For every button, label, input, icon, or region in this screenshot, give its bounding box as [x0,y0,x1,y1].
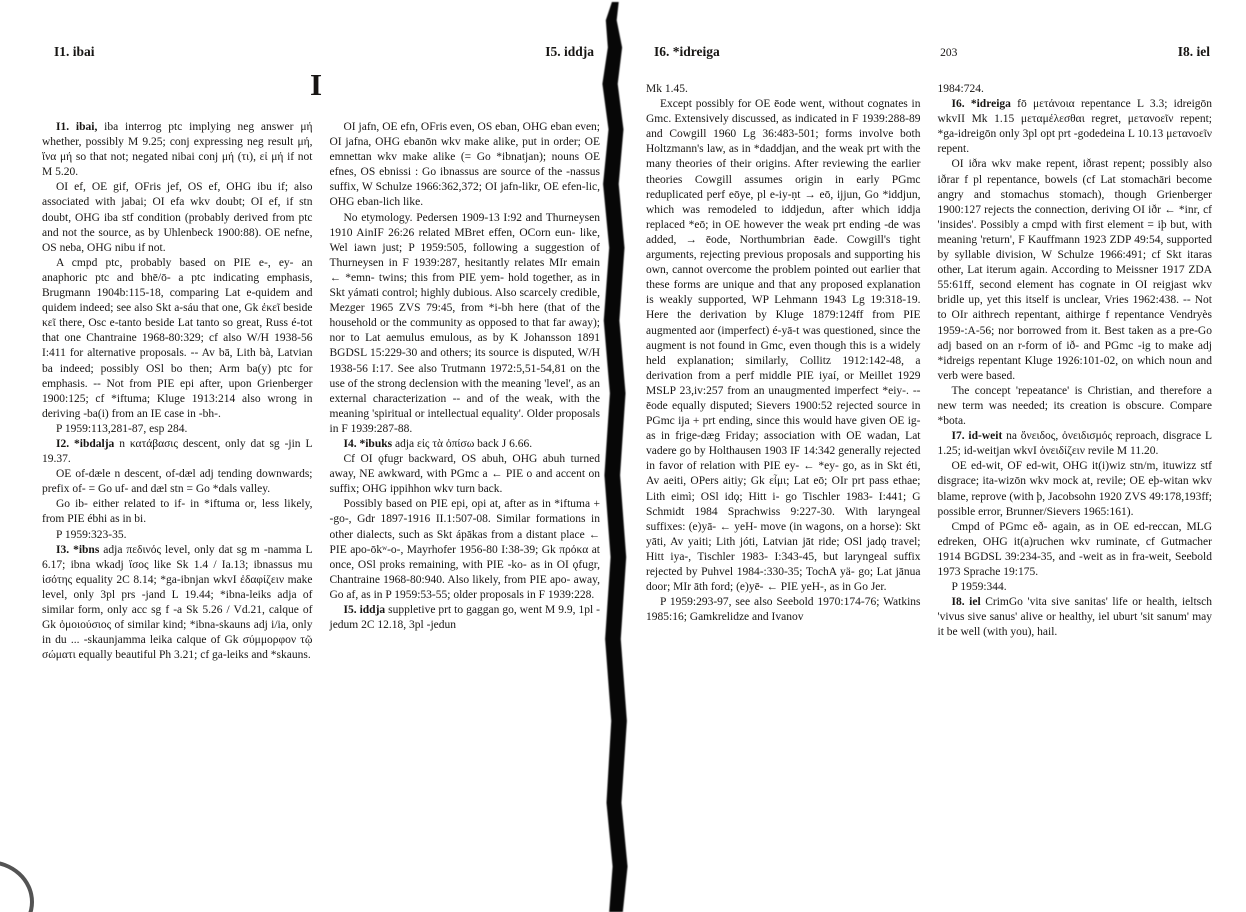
entry-headword: I3. *ibns [56,543,100,556]
paragraph-text: Cf OI ǫfugr backward, OS abuh, OHG abuh turned away, NE awkward, with PGmc a ← PIE o and accent on suffix; OHG ippihhon wkv turn back. [329,453,600,496]
paragraph-text: n κατάβασις descent, only dat sg -jin L 19.37. [42,437,313,466]
entry-paragraph [330,603,601,633]
paragraph-text: Mk 1.45. [646,83,688,95]
paragraph-text: Possibly based on PIE epi, opi at, after as in *iftuma + -go-, Gdr 1897-1916 II.1:507-08. Similar formations in other dialects, such as Skt ápākas from a distant place ← PIE apo-ōkʷ-o-, Mayrhofer 1956-80 I:38-39; Gk πρόκα at once, OSl proks remaining, with PIE -ko- as in OI ǫfugr, Chantraine 1968-80:940. Also likely, from PIE apo- away, Go af, as in P 1959:53-55; older proposals in F 1939:228. [329,498,600,601]
paragraph-text: OI iðra wkv make repent, iðrast repent; possibly also iðrar f pl repentance, bowels (cf Lat stomachāri become angry and stomachus stomach), though Grienberger 1900:127 rejects the connection, deriving OI iðr ← *inr, cf 'insides'. Possibly a cmpd with first element = iþ but, with meaning 'return', F Kauffmann 1923 ZDP 49:54, supported by syllable division, W Schulze 1966:491; cf Skt itaras other, Lat iterum again. According to Meissner 1917 ZDA 55:61ff, second element has cognate in OI reigjast wkv bridle up, yet this itself is unclear, Vries 1962:438. -- Not to OIr aithrech repentant, aithirge f repentance Vendryès 1959-:A-56; nor borrowed from it. Best taken as a pre-Go adj based on an r-form of ið- and PGmc -ig to make adj *idreigs repentant Kluge 1926:101-02, on which noun and verb were based. [937,158,1212,382]
running-head-first-entry: I1. ibai [54,44,95,59]
left-page-columns [32,120,600,663]
entry-headword: I5. iddja [343,604,386,616]
paragraph-text: 1984:724. [937,83,984,95]
paragraph-text: CrimGo 'vita sive sanitas' life or health, ieltsch 'vivus sive sanus' alive or healthy, iel uburt 'sit sanum' may it be well (with you), hail. [937,596,1212,639]
paragraph-text: OE of-dæle n descent, of-dæl adj tending downwards; prefix of- = Go uf- and dæl stn = Go *dals valley. [42,468,313,496]
paragraph-text: adja εἰς τὰ ὀπίσω back J 6.66. [392,437,533,450]
left-page-running-head [32,0,600,60]
paragraph-text: OE ed-wit, OF ed-wit, OHG it(i)wiz stn/m, ituwizz stf disgrace; ita-wizōn wkv mock at, revile; OE eþ-witan wkv blame, reprove (with þ, Jacobsohn 1920 ZVS 49:178,193ff; possible error, Brunner/Sievers 1965:161). [937,460,1212,518]
left-page-column-2 [330,120,601,663]
paragraph-text: na ὄνειδος, ὀνειδισμός reproach, disgrace L 1.25; id-weitjan wkvI ὀνειδίζειν revile M 11.20. [937,430,1212,458]
entry-headword: I6. *idreiga [951,98,1011,111]
entry-paragraph [938,97,1213,157]
right-page-running-head [646,0,1212,60]
paragraph [42,467,313,497]
paragraph-text: OI jafn, OE efn, OFris even, OS eban, OHG eban even; OI jafna, OHG ebanōn wkv make alike, put in order; OE emnettan wkv make alike (= Go *ibnatjan); nouns OE efnes, OS ebnissi : Go ibnassus are source of the -nassus suffix, W Schulze 1966:362,372; OI jafn-likr, OE efen-lic, OHG eban-lich like. [329,121,600,209]
paragraph-text: P 1959:113,281-87, esp 284. [56,422,188,435]
paragraph-text: OI ef, OE gif, OFris jef, OS ef, OHG ibu if; also associated with jabai; OI efa wkv doubt; OI ef, if stn doubt, OHG iba stf condition (probably derived from ptc and not the source, as by Uhlenbeck 1900:88). OE nefne, OS neba, OHG nibu if not. [42,181,313,254]
paragraph-text: P 1959:323-35. [56,528,127,541]
section-letter: I [309,67,323,102]
paragraph-text: No etymology. Pedersen 1909-13 I:92 and Thurneysen 1910 AinIF 26:26 related MBret effen, OCorn eun- like, Wel iawn just; P 1959:505, following a suggestion of Thurneysen in F 1939:287, hesitantly relates MIr emain ← *emn- twins; this from PIE yem- hold together, as in Skt yámati control; highly dubious. Also scarcely credible, Mezger 1965 ZVS 79:45, from *i-bh here (that of the household or the community as opposed to that far away); nor to Lat aemulus emulous, as by K Johansson 1891 BGDSL 15:229-30 and others; its source is disputed, W/H 1938-56 I:17. See also Trutmann 1972:5,51-54,81 on the use of the strong declension with the meaning 'level', as an external characterization -- and of the weak, with the meaning 'spiritual or intellectual equality'. Older proposals in F 1939:287-88. [329,211,600,435]
gutter-shadow [599,2,633,912]
page-number: 203 [940,47,958,59]
paragraph-text: Except possibly for OE ēode went, without cognates in Gmc. Extensively discussed, as indicated in F 1939:288-89 and Cowgill 1960 Lg 36:483-501; forms involve both Holtzmann's law, as in *daddjan, and the weak prt with the many theories of their origins. After reviewing the earlier theories Cowgill assumes origin in early PGmc reduplicated perf eōye, pl e-iy-ṇt → eō, ijjun, Go *iddjun, which was remodeled to iddjedun, after which iddja replaced *eō; in OE however the weak prt ending -de was added, → ēode, Northumbrian ēade. Cowgill's tight arguments, rejecting previous proposals and supporting his own, cannot overcome the problem pointed out earlier that these forms are unique and that any proposed explanation is weakly supported, WP Lehmann 1943 Lg 19:318-19. Here the derivation by Kluge 1879:124ff from PIE augmented aor (imperfect) é-yā-t was questioned, since the augment is not found in Gmc, even though this is a widely held explanation; similarly, Collitz 1912:142-48, a derivation from a perf middle PIE iyaí, or Meillet 1929 MSLP 23,iv:257 from an unaugmented imperfect *eiy-. -- ēode equally disputed; Sievers 1900:52 rejected source in PGmc ija + prt ending, since this would have given OE ig- as in frige-dæg Friday; association with OE wadan, Lat vadere go by Holthausen 1903 IF 14:342 generally rejected in favor of relation with PIE ey- ← *ey- go, as in Skt éti, Av aeiti, OPers aitiy; Gk εἶμι; Lat eō; OIr prt pass ethae; Lith eimì; OSl idǫ; Hitt i- go Tischler 1983- I:441; G Schmidt 1984 Sprachwiss 9:227-30. With laryngeal suffixes: (e)yā- ← yeH- move (in wagons, on a horse): Skt yāti, Av yaiti; Lith jóti, Latvian jāt ride; OSl jadǫ travel; Hitt iya-, Tischler 1983- I:343-45, but laryngeal suffix rejected by Puhvel 1984-:330-35; TochA yä- go; Lat jānua door; MIr āth ford; (e)yē- ← PIE yeH-, as in Go Jer. [646,98,921,594]
right-page [646,0,1212,640]
entry-paragraph [42,543,313,664]
page-curl-shadow [0,860,34,912]
paragraph [938,520,1213,580]
paragraph-text: The concept 'repeatance' is Christian, and therefore a new term was needed; its creation is obscure. Compare *bota. [937,384,1212,428]
running-head-first-entry: I6. *idreiga [654,44,720,59]
paragraph-text: P 1959:344. [951,581,1007,594]
entry-paragraph [938,429,1213,459]
paragraph [938,384,1213,429]
paragraph [330,452,601,497]
paragraph-text: Go ib- either related to if- in *iftuma or, less likely, from PIE ébhi as in bi. [42,498,313,526]
paragraph [42,422,313,437]
paragraph [938,82,1213,97]
left-page [32,0,600,663]
paragraph [330,497,601,603]
paragraph [938,459,1213,519]
paragraph [330,120,601,211]
paragraph-text: suppletive prt to gaggan go, went M 9.9, 1pl -jedum 2C 12.18, 3pl -jedun [329,604,600,632]
left-page-column-1 [42,120,313,663]
entry-headword: I4. *ibuks [343,437,393,450]
paragraph [330,211,601,437]
paragraph [646,82,921,97]
entry-headword: I2. *ibdalja [56,437,115,450]
entry-headword: I8. iel [951,596,981,609]
paragraph [646,97,921,595]
right-page-columns [646,82,1212,640]
running-head-last-entry: I5. iddja [545,44,594,59]
entry-paragraph [938,595,1213,640]
paragraph-text: P 1959:293-97, see also Seebold 1970:174-76; Watkins 1985:16; Gamkrelidze and Ivanov [646,596,921,624]
paragraph [42,497,313,527]
paragraph [42,180,313,255]
paragraph [938,580,1213,595]
entry-headword: I7. id-weit [951,430,1003,443]
book-gutter [596,0,636,912]
entry-paragraph [42,120,313,180]
entry-headword: I1. ibai, [56,121,98,133]
paragraph-text: A cmpd ptc, probably based on PIE e-, ey- an anaphoric ptc and bhē/ō- a ptc indicating emphasis, Brugmann 1904b:115-18, comparing Lat e-quidem and quidem indeed; see also Skt a-sáu that one, Gk ἐκεῖ beside κεῖ there, Osc e-tanto beside Lat tanto so great, Russ é-tot that one Chantraine 1968-80:329; cf also W/H 1938-56 I:411 for alternative proposals. -- Av bā, Lith bà, Latvian ba indeed; possibly OSl bo then; Arm ba(y) ptc for emphasis. -- Not from PIE epi after, upon Grienberger 1900:125; cf *iftuma; Kluge 1913:214 also wrong in deriving -ba(i) from an IE case in -bh-. [42,256,313,420]
entry-paragraph [42,437,313,467]
paragraph-text: iba interrog ptc implying neg answer μή whether, possibly M 9.25; conj expressing neg result μή, ἵνα μή so that not; negated nibai conj μή (τι), εἰ μή if not M 5.20. [42,121,313,179]
paragraph [42,256,313,422]
right-page-column-1 [646,82,921,640]
paragraph-text: Cmpd of PGmc eð- again, as in OE ed-reccan, MLG edreken, OHG it(a)ruchen wkv ruminate, cf Gutmacher 1914 BGDSL 39:234-35, and -weit as in fra-weit, Seebold 1973 Sprache 19:175. [937,520,1212,578]
entry-paragraph [330,437,601,452]
running-head-last-entry: I8. iel [1177,44,1210,59]
paragraph [938,157,1213,383]
paragraph [646,595,921,625]
paragraph [42,528,313,543]
paragraph-text: adja πεδινός level, only dat sg m -namma L 6.17; ibna wkadj ἴσος like Sk 1.4 / Ia.13; ibnassus mu ἰσότης equality 2C 8.14; *ga-ibnjan wkvI ἐδαφίζειν make level, only 3pl prs -jand L 19.44; *ibna-leiks adja of similar form, only acc sg f -a Sk 5.26 / Vd.21, calque of Gk ὁμοιούσιος of similar kind; *ibna-skauns adj i/ia, only in du ... -skaunjamma leika calque of Gk σύμμορφον τῷ σώματι equally beautiful Ph 3.21; cf ga-leiks and *skauns. [42,543,313,662]
right-page-column-2 [938,82,1213,640]
paragraph-text: fō μετάνοια repentance L 3.3; idreigōn wkvII Mk 1.15 μεταμέλεσθαι regret, μετανοεῖν repent; *ga-idreigōn only 3pl opt prt -godedeina L 10.13 μετανοεῖν repent. [937,98,1213,156]
